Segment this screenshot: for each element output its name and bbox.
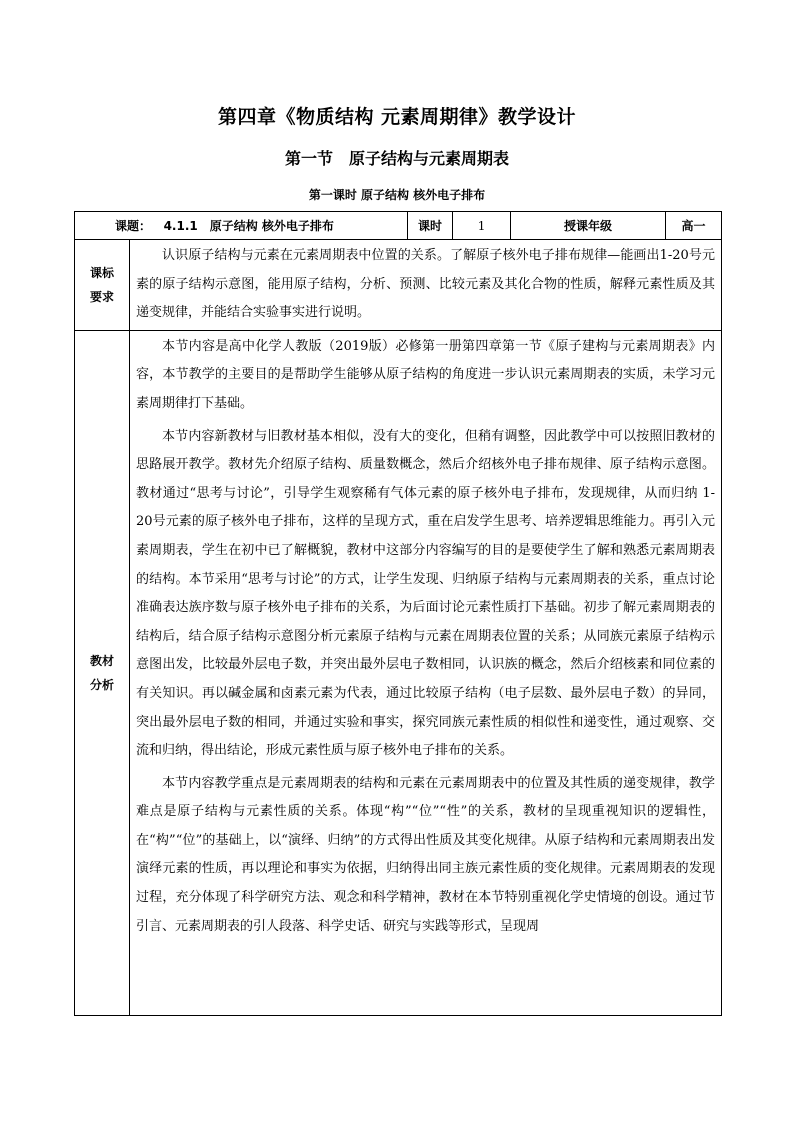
analysis-label-line1: 教材 (89, 653, 114, 668)
analysis-row (75, 330, 722, 1015)
requirements-row (75, 240, 722, 331)
lesson-plan-table (74, 211, 722, 1016)
requirements-text-cell (130, 240, 722, 331)
topic-value: 4.1.1 原子结构 核外电子排布 (163, 219, 334, 233)
analysis-text-cell (130, 330, 722, 1015)
grade-label: 授课年级 (511, 212, 666, 240)
hours-value: 1 (453, 212, 511, 240)
topic-label: 课题： (115, 219, 152, 233)
document-title: 第四章《物质结构 元素周期律》教学设计 (217, 106, 577, 128)
topic-cell (75, 212, 408, 240)
analysis-paragraph: 本节内容是高中化学人教版（2019版）必修第一册第四章第一节《原子建构与元素周期表》内容，本节教学的主要目的是帮助学生能够从原子结构的角度进一步认识元素周期表的实质，未学习元素周期律打下基础。 (136, 338, 716, 411)
grade-value: 高一 (666, 212, 722, 240)
analysis-label (75, 330, 130, 1015)
requirements-label (75, 240, 130, 331)
hours-label: 课时 (408, 212, 453, 240)
lesson-title: 第一课时 原子结构 核外电子排布 (308, 188, 486, 202)
header-row (75, 212, 722, 240)
requirements-label-line1: 课标 (89, 265, 114, 280)
requirements-text: 认识原子结构与元素在元素周期表中位置的关系。了解原子核外电子排布规律—能画出1-20号元素的原子结构示意图，能用原子结构，分析、预测、比较元素及其化合物的性质，解释元素性质及其递变规律，并能结合实验事实进行说明。 (136, 248, 716, 321)
analysis-paragraph: 本节内容教学重点是元素周期表的结构和元素在元素周期表中的位置及其性质的递变规律，教学难点是原子结构与元素性质的关系。体现“构”“位”“性”的关系，教材的呈现重视知识的逻辑性，在“构”“位”的基础上，以“演绎、归纳”的方式得出性质及其变化规律。从原子结构和元素周期表出发演绎元素的性质，再以理论和事实为依据，归纳得出同主族元素性质的变化规律。元素周期表的发现过程，充分体现了科学研究方法、观念和科学精神，教材在本节特别重视化学史情境的创设。通过节引言、元素周期表的引人段落、科学史话、研究与实践等形式，呈现周 (136, 775, 716, 934)
requirements-label-line2: 要求 (89, 289, 114, 304)
analysis-paragraph: 本节内容新教材与旧教材基本相似，没有大的变化，但稍有调整，因此教学中可以按照旧教材的思路展开教学。教材先介绍原子结构、质量数概念，然后介绍核外电子排布规律、原子结构示意图。教材通过“思考与讨论”，引导学生观察稀有气体元素的原子核外电子排布，发现规律，从而归纳 1-20号元素的原子核外电子排布，这样的呈现方式，重在启发学生思考、培养逻辑思维能力。再引入元素周期表，学生在初中已了解概貌，教材中这部分内容编写的目的是要使学生了解和熟悉元素周期表的结构。本节采用“思考与讨论”的方式，让学生发现、归纳原子结构与元素周期表的关系，重点讨论准确表达族序数与原子核外电子排布的关系，为后面讨论元素性质打下基础。初步了解元素周期表的结构后，结合原子结构示意图分析元素原子结构与元素在周期表位置的关系；从同族元素原子结构示意图出发，比较最外层电子数，并突出最外层电子数相同，认识族的概念，然后介绍核素和同位素的有关知识。再以碱金属和卤素元素为代表，通过比较原子结构（电子层数、最外层电子数）的异同，突出最外层电子数的相同，并通过实验和事实，探究同族元素性质的相似性和递变性，通过观察、交流和归纳，得出结论，形成元素性质与原子核外电子排布的关系。 (136, 428, 716, 759)
section-title: 第一节 原子结构与元素周期表 (284, 149, 509, 168)
analysis-label-line2: 分析 (89, 677, 114, 692)
